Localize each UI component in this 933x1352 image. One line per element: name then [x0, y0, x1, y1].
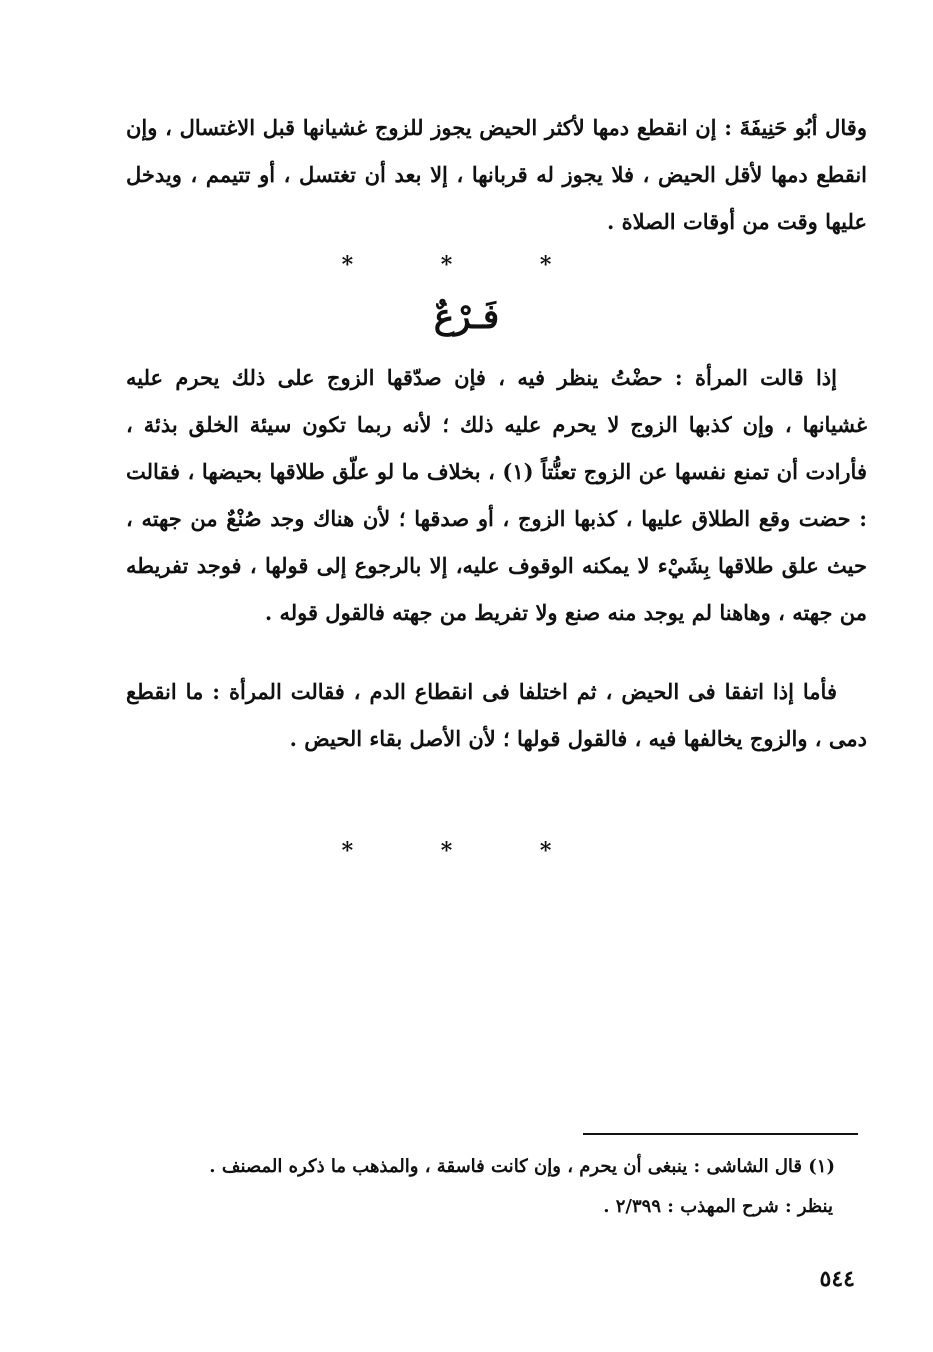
footnote-1-reference: ينظر : شرح المهذب : ٢/٣٩٩ .: [603, 1196, 833, 1217]
section-separator-top: * * *: [341, 252, 592, 278]
footnote-1: (١) قال الشاشى : ينبغى أن يحرم ، وإن كانت فاسقة ، والمذهب ما ذكره المصنف .: [209, 1156, 835, 1177]
section-heading: فَـرْعٌ: [433, 297, 500, 337]
page-number: ٥٤٤: [819, 1266, 855, 1292]
footnote-divider: [583, 1133, 858, 1135]
paragraph-disagreement-end-of-blood: فأما إذا اتفقا فى الحيض ، ثم اختلفا فى انقطاع الدم ، فقالت المرأة : ما انقطع دمى ، والزوج يخالفها فيه ، فالقول قولها ؛ لأن الأصل بقاء الحيض .: [126, 679, 867, 751]
paragraph-abu-hanifa: وقال أبُو حَنِيفَةَ : إن انقطع دمها لأكثر الحيض يجوز للزوج غشيانها قبل الاغتسال ، وإن انقطع دمها لأقل الحيض ، فلا يجوز له قربانها ، إلا بعد أن تغتسل ، أو تتيمم ، ويدخل عليها وقت من أوقات الصلاة .: [126, 115, 867, 234]
section-separator-bottom: * * *: [341, 838, 592, 864]
paragraph-woman-claims-menstruation: إذا قالت المرأة : حضْتُ ينظر فيه ، فإن صدّقها الزوج على ذلك يحرم عليه غشيانها ، وإن كذبها الزوج لا يحرم عليه ذلك ؛ لأنه ربما تكون سيئة الخلق بذئة ، فأرادت أن تمنع نفسها عن الزوج تعنُّتاً (١) ، بخلاف ما لو علّق طلاقها بحيضها ، فقالت : حضت وقع الطلاق عليها ، كذبها الزوج ، أو صدقها ؛ لأن هناك وجد صُنْعٌ من جهته ، حيث علق طلاقها بِشَيْء لا يمكنه الوقوف عليه، إلا بالرجوع إلى قولها ، فوجد تفريطه من جهته ، وهاهنا لم يوجد منه صنع ولا تفريط من جهته فالقول قوله .: [126, 365, 867, 625]
